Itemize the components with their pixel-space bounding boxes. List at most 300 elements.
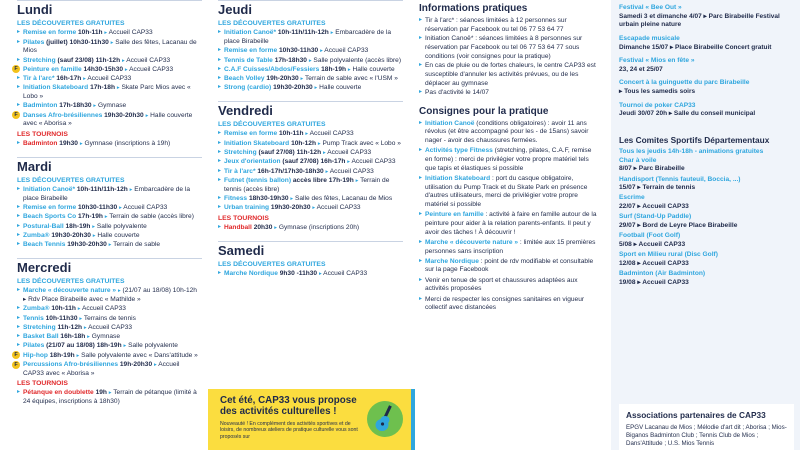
activity-item bbox=[17, 333, 202, 342]
activity-time: 10h-11h bbox=[51, 305, 76, 313]
triangle-bullet-icon: ▸ bbox=[218, 194, 222, 201]
activity-time: 19h30 bbox=[59, 140, 78, 148]
consignes-title: Consignes pour la pratique bbox=[419, 105, 549, 117]
activity-time: 10h-11h/11h-12h bbox=[76, 186, 128, 194]
arrow-icon: ▸ bbox=[347, 159, 351, 166]
triangle-bullet-icon: ▸ bbox=[419, 211, 423, 218]
triangle-bullet-icon: ▸ bbox=[218, 269, 222, 276]
arrow-icon: ▸ bbox=[320, 48, 323, 55]
arrow-icon: ▸ bbox=[330, 30, 334, 37]
activity-name: Postural-Ball bbox=[23, 222, 64, 230]
activity-name: Pilates bbox=[23, 38, 45, 46]
triangle-bullet-icon: ▸ bbox=[17, 38, 21, 45]
arrow-icon: ▸ bbox=[104, 214, 108, 221]
activity-time: 11h-12h bbox=[57, 323, 83, 331]
info-item bbox=[419, 35, 599, 61]
consigne-text: Merci de respecter les consignes sanitaires en vigueur collectif avec distancées bbox=[425, 295, 585, 312]
event-item bbox=[619, 79, 800, 96]
event-line: Samedi 3 et dimanche 4/07 ▸ Parc Birabeille Festival urbain pleine nature bbox=[619, 12, 780, 29]
activity-place: Salle polyvalente bbox=[128, 342, 178, 350]
activity-place: Terrain de pétanque (limité à 24 équipes, inscriptions à 18h30) bbox=[23, 389, 197, 406]
activity-name: Peinture en famille bbox=[23, 65, 82, 73]
activity-item bbox=[17, 75, 202, 84]
activity-item bbox=[218, 270, 403, 279]
activity-item bbox=[218, 158, 403, 167]
sport-line: 29/07 ▸ Bord de Leyre Place Birabeille bbox=[619, 222, 738, 230]
starred-activity bbox=[14, 351, 202, 361]
consigne-label: Activités type Fitness bbox=[425, 147, 493, 155]
triangle-bullet-icon: ▸ bbox=[419, 238, 423, 245]
triangle-bullet-icon: ▸ bbox=[218, 139, 222, 146]
activity-time: 10h-11h bbox=[278, 130, 304, 138]
activity-place: Accueil CAP33 bbox=[309, 130, 354, 138]
activity-item bbox=[17, 223, 202, 232]
triangle-bullet-icon: ▸ bbox=[419, 17, 423, 23]
activity-time: 17h-19h bbox=[77, 213, 103, 221]
activity-item bbox=[17, 287, 202, 304]
section-label: LES DÉCOUVERTES GRATUITES bbox=[218, 20, 326, 28]
triangle-bullet-icon: ▸ bbox=[17, 222, 21, 229]
activity-time: 19h30-20h30 bbox=[51, 231, 91, 239]
triangle-bullet-icon: ▸ bbox=[419, 35, 423, 42]
info-text: Initiation Canoë* : séances limitées à 8 personnes sur réservation par Facebook ou tel 06 77 53 64 77 sous conditions (voir consignes pour la pratique) bbox=[425, 35, 583, 60]
activity-item bbox=[218, 66, 403, 75]
culture-banner bbox=[208, 389, 411, 450]
activity-place: Accueil CAP33 bbox=[129, 65, 174, 73]
activity-name: Strong (cardio) bbox=[224, 84, 272, 92]
arrow-icon: ▸ bbox=[79, 315, 83, 322]
activity-time: (sauf 23/08) 11h-12h bbox=[57, 56, 121, 64]
activity-name: Badminton bbox=[23, 140, 58, 148]
day-title: Vendredi bbox=[218, 101, 403, 118]
activity-name: Badminton bbox=[23, 102, 58, 110]
section-label: LES DÉCOUVERTES GRATUITES bbox=[17, 278, 125, 286]
activity-place: Terrain de sable avec « l'USM » bbox=[305, 75, 398, 83]
starred-activity bbox=[14, 111, 202, 129]
activity-place: Accueil CAP33 bbox=[324, 47, 369, 55]
activity-item bbox=[218, 75, 403, 84]
event-title: Escapade musicale bbox=[619, 34, 680, 42]
activity-item bbox=[17, 84, 202, 101]
day-title: Jeudi bbox=[218, 0, 403, 17]
arrow-icon: ▸ bbox=[123, 343, 127, 350]
section-label: LES DÉCOUVERTES GRATUITES bbox=[218, 121, 326, 129]
event-title: Festival « Mios en fête » bbox=[619, 57, 695, 65]
activity-place: Gymnase bbox=[98, 102, 127, 110]
activity-place: Accueil CAP33 bbox=[329, 167, 374, 175]
activity-time: 17h-18h30 bbox=[59, 102, 92, 110]
arrow-icon: ▸ bbox=[355, 177, 359, 184]
activity-item bbox=[17, 342, 202, 351]
triangle-bullet-icon: ▸ bbox=[17, 204, 21, 211]
triangle-bullet-icon: ▸ bbox=[17, 84, 21, 91]
activity-time: 9h30 -11h30 bbox=[279, 269, 318, 277]
triangle-bullet-icon: ▸ bbox=[17, 241, 21, 248]
star-icon: F bbox=[12, 111, 20, 119]
day-mercredi bbox=[14, 258, 202, 407]
activity-item bbox=[17, 232, 202, 241]
sport-line: 12/08 ▸ Accueil CAP33 bbox=[619, 259, 689, 267]
tournois-label: LES TOURNOIS bbox=[218, 214, 269, 222]
activity-name: Remise en forme bbox=[224, 130, 278, 138]
activity-name: Basket Ball bbox=[23, 333, 59, 341]
arrow-icon: ▸ bbox=[117, 288, 121, 295]
activity-name: Initiation Canoë* bbox=[224, 29, 277, 37]
sport-item bbox=[619, 157, 800, 174]
triangle-bullet-icon: ▸ bbox=[218, 158, 222, 165]
activity-place: Terrains de tennis bbox=[83, 314, 136, 322]
event-item bbox=[619, 35, 800, 52]
activity-place: Accueil CAP33 bbox=[87, 75, 132, 83]
event-item bbox=[619, 102, 800, 119]
arrow-icon: ▸ bbox=[124, 66, 128, 73]
activity-place: Skate Parc Mios avec « Lobo » bbox=[23, 84, 191, 101]
activity-time: (juillet) 10h30-11h30 bbox=[46, 38, 109, 46]
arrow-icon: ▸ bbox=[116, 85, 120, 92]
section-label: LES DÉCOUVERTES GRATUITES bbox=[17, 20, 125, 28]
triangle-bullet-icon: ▸ bbox=[419, 147, 423, 154]
arrow-icon: ▸ bbox=[83, 76, 86, 83]
activity-time: 10h-11h30 bbox=[45, 314, 78, 322]
arrow-icon: ▸ bbox=[322, 150, 326, 157]
consignes-list bbox=[419, 120, 599, 313]
activity-item bbox=[218, 149, 403, 158]
activity-name: Beach Volley bbox=[224, 75, 265, 83]
activity-item bbox=[218, 130, 403, 139]
activity-item bbox=[17, 389, 202, 406]
arrow-icon: ▸ bbox=[108, 242, 112, 249]
activity-name: Remise en forme bbox=[23, 204, 77, 212]
sport-line: 22/07 ▸ Accueil CAP33 bbox=[619, 203, 689, 211]
activity-name: C.A.F Cuisses/Abdos/Fessiers bbox=[224, 65, 320, 73]
activity-place: Salle des fêtes, Lacanau de Mios bbox=[294, 194, 393, 202]
activity-name: Remise en forme bbox=[224, 47, 278, 55]
activity-name: Urban training bbox=[224, 204, 270, 212]
star-icon: F bbox=[12, 65, 20, 73]
info-item bbox=[419, 89, 599, 98]
activity-name: Beach Sports Co bbox=[23, 213, 77, 221]
activity-name: Initiation Canoë* bbox=[23, 186, 76, 194]
info-text: Pas d'activité le 14/07 bbox=[425, 89, 489, 97]
day-mardi bbox=[17, 157, 202, 250]
activity-name: Initiation Skateboard bbox=[224, 139, 290, 147]
triangle-bullet-icon: ▸ bbox=[17, 287, 21, 294]
activity-time: 18h30-19h30 bbox=[248, 194, 289, 202]
sport-item bbox=[619, 176, 800, 193]
triangle-bullet-icon: ▸ bbox=[17, 231, 21, 238]
activity-item bbox=[17, 29, 202, 38]
triangle-bullet-icon: ▸ bbox=[218, 204, 222, 211]
arrow-icon: ▸ bbox=[317, 140, 321, 147]
comites-subtitle: Tous les jeudis 14h-18h - animations gratuites bbox=[619, 147, 764, 155]
day-lundi bbox=[14, 0, 202, 149]
day-title: Lundi bbox=[17, 0, 202, 17]
activity-place: Accueil CAP33 avec « Aborisa » bbox=[23, 361, 180, 377]
arrow-icon: ▸ bbox=[274, 224, 277, 231]
triangle-bullet-icon: ▸ bbox=[218, 29, 222, 36]
activity-place: Halle couverte bbox=[97, 231, 140, 239]
consigne-label: Marche « découverte nature » bbox=[425, 238, 519, 246]
sport-title: Badminton (Air Badminton) bbox=[619, 270, 706, 278]
arrow-icon: ▸ bbox=[93, 103, 97, 110]
day-title: Samedi bbox=[218, 241, 403, 258]
column-info bbox=[419, 0, 599, 314]
arrow-icon: ▸ bbox=[76, 352, 80, 359]
consigne-label: Marche Nordique bbox=[425, 257, 479, 265]
activity-time: 16h-18h bbox=[60, 333, 86, 341]
activity-item bbox=[218, 224, 403, 233]
sport-title: Escrime bbox=[619, 194, 645, 202]
column-thursday-saturday bbox=[218, 0, 403, 287]
tournois-label: LES TOURNOIS bbox=[17, 380, 68, 388]
associations-title: Associations partenaires de CAP33 bbox=[626, 410, 766, 420]
activity-place: Accueil CAP33 bbox=[88, 323, 133, 331]
arrow-icon: ▸ bbox=[312, 205, 316, 212]
triangle-bullet-icon: ▸ bbox=[419, 295, 423, 302]
activity-time: 19h30-20h30 bbox=[104, 111, 144, 119]
activity-item bbox=[218, 47, 403, 56]
activity-place: Gymnase bbox=[91, 333, 120, 341]
triangle-bullet-icon: ▸ bbox=[419, 276, 423, 283]
activity-item bbox=[17, 305, 202, 314]
arrow-icon: ▸ bbox=[92, 232, 96, 239]
consigne-text: : activité à faire en famille autour de la peinture pour aider à la relation parents-enfants. Il peut y avoir des tâches ! À découvrir ! bbox=[425, 211, 597, 236]
comites-title: Les Comites Sportifs Départementaux bbox=[619, 134, 770, 145]
arrow-icon: ▸ bbox=[308, 57, 312, 64]
banner-title: Cet été, CAP33 vous propose des activités culturelles ! bbox=[220, 395, 357, 417]
triangle-bullet-icon: ▸ bbox=[17, 323, 21, 330]
activity-name: Tennis de Table bbox=[224, 56, 273, 64]
arrow-icon: ▸ bbox=[145, 112, 149, 119]
sports-list bbox=[619, 157, 800, 288]
arrow-icon: ▸ bbox=[79, 141, 83, 148]
consigne-label: Initiation Skateboard bbox=[425, 174, 491, 182]
activity-place: Terrain de sable (accès libre) bbox=[109, 213, 194, 221]
activity-name: Stretching bbox=[23, 56, 56, 64]
arrow-icon: ▸ bbox=[314, 85, 318, 92]
event-line: Dimanche 15/07 ▸ Place Birabeille Concert gratuit bbox=[619, 43, 772, 51]
activity-item bbox=[17, 39, 202, 56]
activity-place: Accueil CAP33 bbox=[123, 204, 168, 212]
triangle-bullet-icon: ▸ bbox=[218, 75, 222, 82]
activity-time: 17h-18h bbox=[90, 84, 115, 92]
sport-title: Handisport (Tennis fauteuil, Boccia, ...) bbox=[619, 175, 741, 183]
consigne-text: (stretching, pilates, C.A.F, remise en forme) : merci de privilégier votre propre matériel tels que tapis et élastiques si possible bbox=[425, 147, 592, 172]
activity-item bbox=[17, 315, 202, 324]
triangle-bullet-icon: ▸ bbox=[17, 314, 21, 321]
activity-name: Stretching bbox=[224, 149, 257, 157]
triangle-bullet-icon: ▸ bbox=[218, 149, 222, 156]
arrow-icon: ▸ bbox=[104, 30, 108, 37]
activity-item bbox=[17, 213, 202, 222]
activity-place: Accueil CAP33 bbox=[126, 56, 171, 64]
activity-place: Pump Track avec « Lobo » bbox=[322, 139, 401, 147]
activity-item bbox=[17, 102, 202, 111]
triangle-bullet-icon: ▸ bbox=[419, 119, 423, 126]
activity-name: Tennis bbox=[23, 314, 44, 322]
activity-item bbox=[218, 168, 403, 177]
arrow-icon: ▸ bbox=[300, 76, 304, 83]
arrow-icon: ▸ bbox=[290, 195, 294, 202]
info-text: En cas de pluie ou de fortes chaleurs, le centre CAP33 est susceptible d'annuler les activités prévues, ou de les déplacer au gymnase bbox=[425, 62, 596, 87]
activity-time: 19h bbox=[95, 389, 107, 397]
day-vendredi bbox=[218, 101, 403, 232]
info-item bbox=[419, 62, 599, 88]
event-title: Tournoi de poker CAP33 bbox=[619, 101, 696, 109]
consigne-item bbox=[419, 239, 599, 256]
activity-time: (21/07 au 18/08) 18h-19h bbox=[46, 342, 122, 350]
activity-place: Accueil CAP33 bbox=[316, 204, 361, 212]
activity-name: Danses Afro-brésiliennes bbox=[23, 111, 103, 119]
activity-place: Accueil CAP33 bbox=[351, 158, 396, 166]
consigne-label: Peinture en famille bbox=[425, 211, 484, 219]
event-item bbox=[619, 4, 800, 30]
activity-item bbox=[17, 324, 202, 333]
triangle-bullet-icon: ▸ bbox=[17, 186, 21, 193]
triangle-bullet-icon: ▸ bbox=[17, 75, 21, 82]
activity-item bbox=[17, 186, 202, 203]
activity-place: Accueil CAP33 bbox=[323, 269, 368, 277]
activity-item bbox=[218, 177, 403, 194]
activity-time: 18h-19h bbox=[65, 222, 91, 230]
triangle-bullet-icon: ▸ bbox=[419, 257, 423, 264]
activity-place: Salle polyvalente (accès libre) bbox=[313, 56, 402, 64]
triangle-bullet-icon: ▸ bbox=[419, 174, 423, 181]
star-icon: F bbox=[12, 361, 20, 369]
sport-item bbox=[619, 232, 800, 249]
arrow-icon: ▸ bbox=[108, 390, 112, 397]
consigne-text: : port du casque obligatoire, utilisation du Pump Track et du Skate Park en présence d'autres utilisateurs, merci de privilégier votre propre matériel si possible bbox=[425, 174, 588, 209]
arrow-icon: ▸ bbox=[305, 131, 309, 138]
activity-time: 10h-12h bbox=[291, 139, 316, 147]
triangle-bullet-icon: ▸ bbox=[17, 56, 21, 63]
blue-strip bbox=[411, 389, 415, 450]
triangle-bullet-icon: ▸ bbox=[218, 84, 222, 91]
consigne-text: Venir en tenue de sport et chaussures adaptées aux activités proposées bbox=[425, 276, 578, 293]
triangle-bullet-icon: ▸ bbox=[419, 62, 423, 69]
activity-time: 18h-19h bbox=[321, 65, 347, 73]
activity-time: 10h30-11h30 bbox=[77, 204, 118, 212]
activity-time: 14h30-15h30 bbox=[83, 65, 124, 73]
activity-time: 19h-20h30 bbox=[119, 361, 153, 369]
activity-item bbox=[218, 195, 403, 204]
activity-time: 10h30-11h30 bbox=[278, 47, 319, 55]
triangle-bullet-icon: ▸ bbox=[419, 89, 423, 96]
activity-place: Salle des fêtes, Lacanau de Mios bbox=[23, 38, 197, 55]
sport-item bbox=[619, 251, 800, 268]
activity-time: 19h30-20h30 bbox=[270, 204, 311, 212]
info-title: Informations pratiques bbox=[419, 3, 528, 14]
activity-name: Handball bbox=[224, 223, 252, 231]
activity-name: Stretching bbox=[23, 323, 56, 331]
sport-item bbox=[619, 270, 800, 287]
activity-place: Terrain de sable bbox=[113, 241, 161, 249]
consigne-item bbox=[419, 296, 599, 313]
triangle-bullet-icon: ▸ bbox=[17, 333, 21, 340]
activity-name: Percussions Afro-brésiliennes bbox=[23, 361, 119, 369]
activity-name: Remise en forme bbox=[23, 29, 77, 37]
activity-time: 17h-18h30 bbox=[274, 56, 307, 64]
activity-time: 10h-11h bbox=[77, 29, 103, 37]
event-line: Jeudi 30/07 20h ▸ Salle du conseil municipal bbox=[619, 110, 756, 118]
activity-name: Tir à l'arc* bbox=[224, 167, 256, 175]
day-title: Mercredi bbox=[17, 258, 202, 275]
triangle-bullet-icon: ▸ bbox=[17, 213, 21, 220]
activity-time: 19h30-20h30 bbox=[273, 84, 313, 92]
guitar-icon bbox=[373, 404, 397, 434]
starred-activity bbox=[14, 361, 202, 378]
activity-item bbox=[17, 57, 202, 66]
activity-name: Initiation Skateboard bbox=[23, 84, 89, 92]
activity-place: Embarcadère de la place Birabeille bbox=[23, 186, 190, 202]
column-monday-wednesday bbox=[14, 0, 202, 415]
event-line: ▸ Tous les samedis soirs bbox=[619, 88, 696, 96]
arrow-icon: ▸ bbox=[110, 39, 114, 46]
activity-name: Pétanque en doublette bbox=[23, 389, 94, 397]
consigne-item bbox=[419, 175, 599, 210]
activity-time: 16h-17h/17h30-18h30 bbox=[257, 167, 324, 175]
triangle-bullet-icon: ▸ bbox=[17, 305, 21, 312]
activity-item bbox=[17, 241, 202, 250]
triangle-bullet-icon: ▸ bbox=[218, 56, 222, 63]
activity-item bbox=[218, 204, 403, 213]
activity-time: 16h-17h bbox=[56, 75, 82, 83]
activity-time: 18h-19h bbox=[49, 351, 75, 359]
info-text: Tir à l'arc* : séances limitées à 12 personnes sur réservation par Facebook ou tel 06 77 53 64 77 bbox=[425, 17, 567, 33]
arrow-icon: ▸ bbox=[153, 362, 157, 369]
tournois-label: LES TOURNOIS bbox=[17, 131, 68, 139]
triangle-bullet-icon: ▸ bbox=[218, 176, 222, 183]
arrow-icon: ▸ bbox=[119, 205, 122, 212]
activity-place: Terrain de tennis (accès libre) bbox=[224, 176, 390, 193]
sport-title: Football (Foot Golf) bbox=[619, 232, 681, 240]
day-jeudi bbox=[218, 0, 403, 93]
associations-box bbox=[619, 404, 794, 450]
triangle-bullet-icon: ▸ bbox=[218, 223, 222, 230]
associations-text: EPGV Lacanau de Mios ; Mélodie d'art dit ; Aborisa ; Mios-Biganos Badminton Club ; Tennis Club de Mios ; Dans'Attitude ; U.S. Mios Tennis bbox=[626, 423, 787, 448]
triangle-bullet-icon: ▸ bbox=[218, 130, 222, 137]
activity-item bbox=[218, 140, 403, 149]
triangle-bullet-icon: ▸ bbox=[17, 140, 21, 147]
arrow-icon: ▸ bbox=[92, 223, 96, 230]
sport-line: 8/07 ▸ Parc Birabeille bbox=[619, 165, 685, 173]
sport-title: Sport en Milieu rural (Disc Golf) bbox=[619, 251, 718, 259]
consigne-item bbox=[419, 277, 599, 294]
consigne-item bbox=[419, 147, 599, 173]
arrow-icon: ▸ bbox=[325, 168, 329, 175]
activity-name: Futnet (tennis ballon) bbox=[224, 176, 292, 184]
activity-time: 10h-11h/11h-12h bbox=[277, 29, 329, 37]
activity-place: Gymnase (inscriptions 20h) bbox=[278, 223, 360, 231]
activity-place: (21/07 au 18/08) 10h-12h ▸ Rdv Place Birabeille avec « Mathilde » bbox=[23, 287, 197, 303]
activity-name: Pilates bbox=[23, 342, 45, 350]
triangle-bullet-icon: ▸ bbox=[218, 47, 222, 54]
arrow-icon: ▸ bbox=[121, 57, 125, 64]
sport-title: Surf (Stand-Up Paddle) bbox=[619, 213, 692, 221]
activity-time: 20h30 bbox=[253, 223, 273, 231]
consigne-item bbox=[419, 211, 599, 237]
activity-place: Halle couverte bbox=[319, 84, 362, 92]
event-item bbox=[619, 57, 800, 74]
consigne-text: : point de rdv modifiable et consultable sur la page Facebook bbox=[425, 257, 594, 274]
activity-time: accès libre 17h-19h bbox=[292, 176, 354, 184]
section-label: LES DÉCOUVERTES GRATUITES bbox=[17, 177, 125, 185]
activity-item bbox=[17, 140, 202, 149]
activity-item bbox=[218, 57, 403, 66]
activity-name: Hip-hop bbox=[23, 351, 48, 359]
activity-place: Gymnase (inscriptions à 19h) bbox=[84, 140, 171, 148]
activity-name: Zumba® bbox=[23, 231, 50, 239]
